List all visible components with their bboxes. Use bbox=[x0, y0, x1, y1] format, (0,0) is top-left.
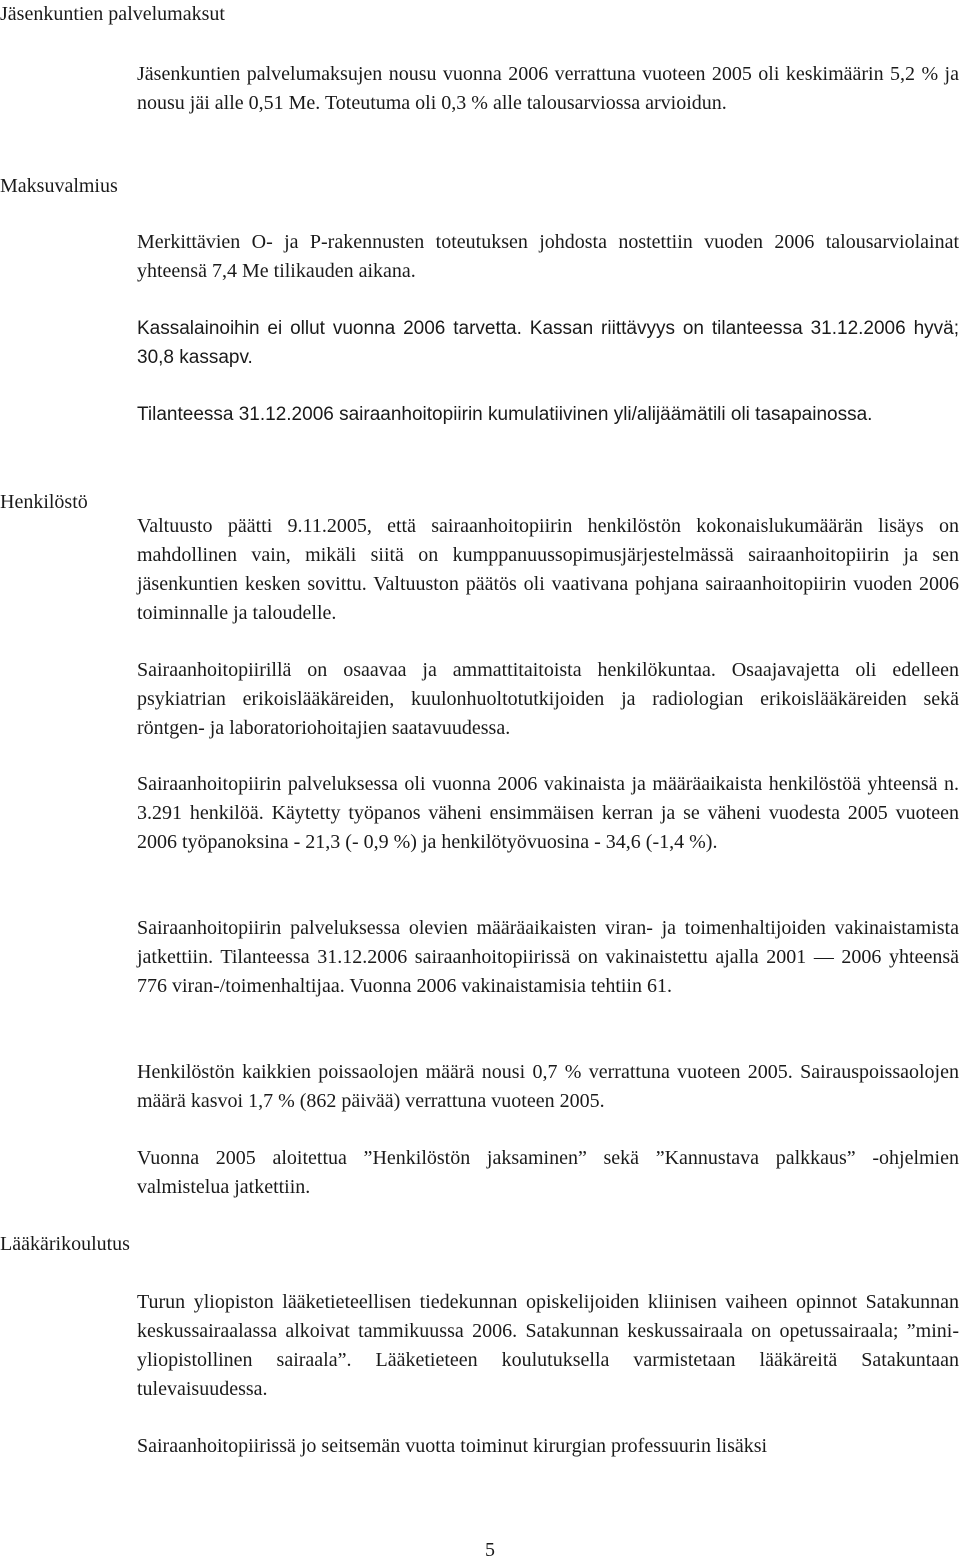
paragraph-valtuusto-paatos: Valtuusto päätti 9.11.2005, että sairaanhoitopiirin henkilöstön kokonaislukumäärän lisäys on mahdollinen vain, mikäli siitä on kumppanuussopimusjärjestelmässä sairaanhoitopiirin ja sen jäsenkuntien kesken sovittu. Valtuuston päätös oli vaativana pohjana sairaanhoitopiirin vuoden 2006 toiminnalle ja taloudelle. bbox=[137, 515, 959, 624]
side-heading-maksuvalmius: Maksuvalmius bbox=[0, 175, 118, 197]
paragraph-palvelumaksut: Jäsenkuntien palvelumaksujen nousu vuonna 2006 verrattuna vuoteen 2005 oli keskimäärin 5,2 % ja nousu jäi alle 0,51 Me. Toteutuma oli 0,3 % alle talousarviossa arvioidun. bbox=[137, 63, 959, 114]
paragraph-yli-alijaamatili: Tilanteessa 31.12.2006 sairaanhoitopiirin kumulatiivinen yli/alijäämätili oli tasapainossa. bbox=[137, 404, 873, 425]
side-heading-henkilosto: Henkilöstö bbox=[0, 491, 88, 513]
paragraph-ohjelmat: Vuonna 2005 aloitettua ”Henkilöstön jaksaminen” sekä ”Kannustava palkkaus” -ohjelmien valmistelua jatkettiin. bbox=[137, 1147, 959, 1198]
paragraph-laakarikoulutus: Turun yliopiston lääketieteellisen tiedekunnan opiskelijoiden kliinisen vaiheen opinnot Satakunnan keskussairaalassa alkoivat tammikuussa 2006. Satakunnan keskussairaala on opetussairaala; ”mini-yliopistollinen sairaala”. Lääketieteen koulutuksella varmistetaan lääkäreitä Satakuntaan tulevaisuudessa. bbox=[137, 1291, 959, 1400]
paragraph-poissaolot: Henkilöstön kaikkien poissaolojen määrä nousi 0,7 % verrattuna vuoteen 2005. Sairauspoissaolojen määrä kasvoi 1,7 % (862 päivää) verrattuna vuoteen 2005. bbox=[137, 1061, 959, 1112]
paragraph-kassalainat: Kassalainoihin ei ollut vuonna 2006 tarvetta. Kassan riittävyys on tilanteessa 31.12.2006 hyvä; 30,8 kassapv. bbox=[137, 318, 959, 368]
paragraph-vakinaistaminen: Sairaanhoitopiirin palveluksessa olevien määräaikaisten viran- ja toimenhaltijoiden vakinaistamista jatkettiin. Tilanteessa 31.12.2006 sairaanhoitopiirissä on vakinaistettu ajalla 2001 — 2006 yhteensä 776 viran-/toimenhaltijaa. Vuonna 2006 vakinaistamisia tehtiin 61. bbox=[137, 917, 959, 997]
paragraph-talousarviolainat: Merkittävien O- ja P-rakennusten toteutuksen johdosta nostettiin vuoden 2006 talousarviolainat yhteensä 7,4 Me tilikauden aikana. bbox=[137, 231, 959, 282]
paragraph-professuuri: Sairaanhoitopiirissä jo seitsemän vuotta toiminut kirurgian professuurin lisäksi bbox=[137, 1435, 768, 1457]
side-heading-laakarikoulutus: Lääkärikoulutus bbox=[0, 1233, 130, 1255]
paragraph-osaajavaje: Sairaanhoitopiirillä on osaavaa ja ammattitaitoista henkilökuntaa. Osaajavajetta oli edelleen psykiatrian erikoislääkäreiden, kuulonhuoltotutkijoiden ja radiologian erikoislääkäreiden sekä röntgen- ja laboratoriohoitajien saatavuudessa. bbox=[137, 659, 959, 739]
side-heading-jasenkuntien-palvelumaksut: Jäsenkuntien palvelumaksut bbox=[0, 3, 225, 25]
paragraph-henkilosto-maara: Sairaanhoitopiirin palveluksessa oli vuonna 2006 vakinaista ja määräaikaista henkilöstöä yhteensä n. 3.291 henkilöä. Käytetty työpanos väheni ensimmäisen kerran ja se väheni vuodesta 2005 vuoteen 2006 työpanoksina - 21,3 (- 0,9 %) ja henkilötyövuosina - 34,6 (-1,4 %). bbox=[137, 773, 959, 853]
page-number: 5 bbox=[485, 1539, 495, 1561]
